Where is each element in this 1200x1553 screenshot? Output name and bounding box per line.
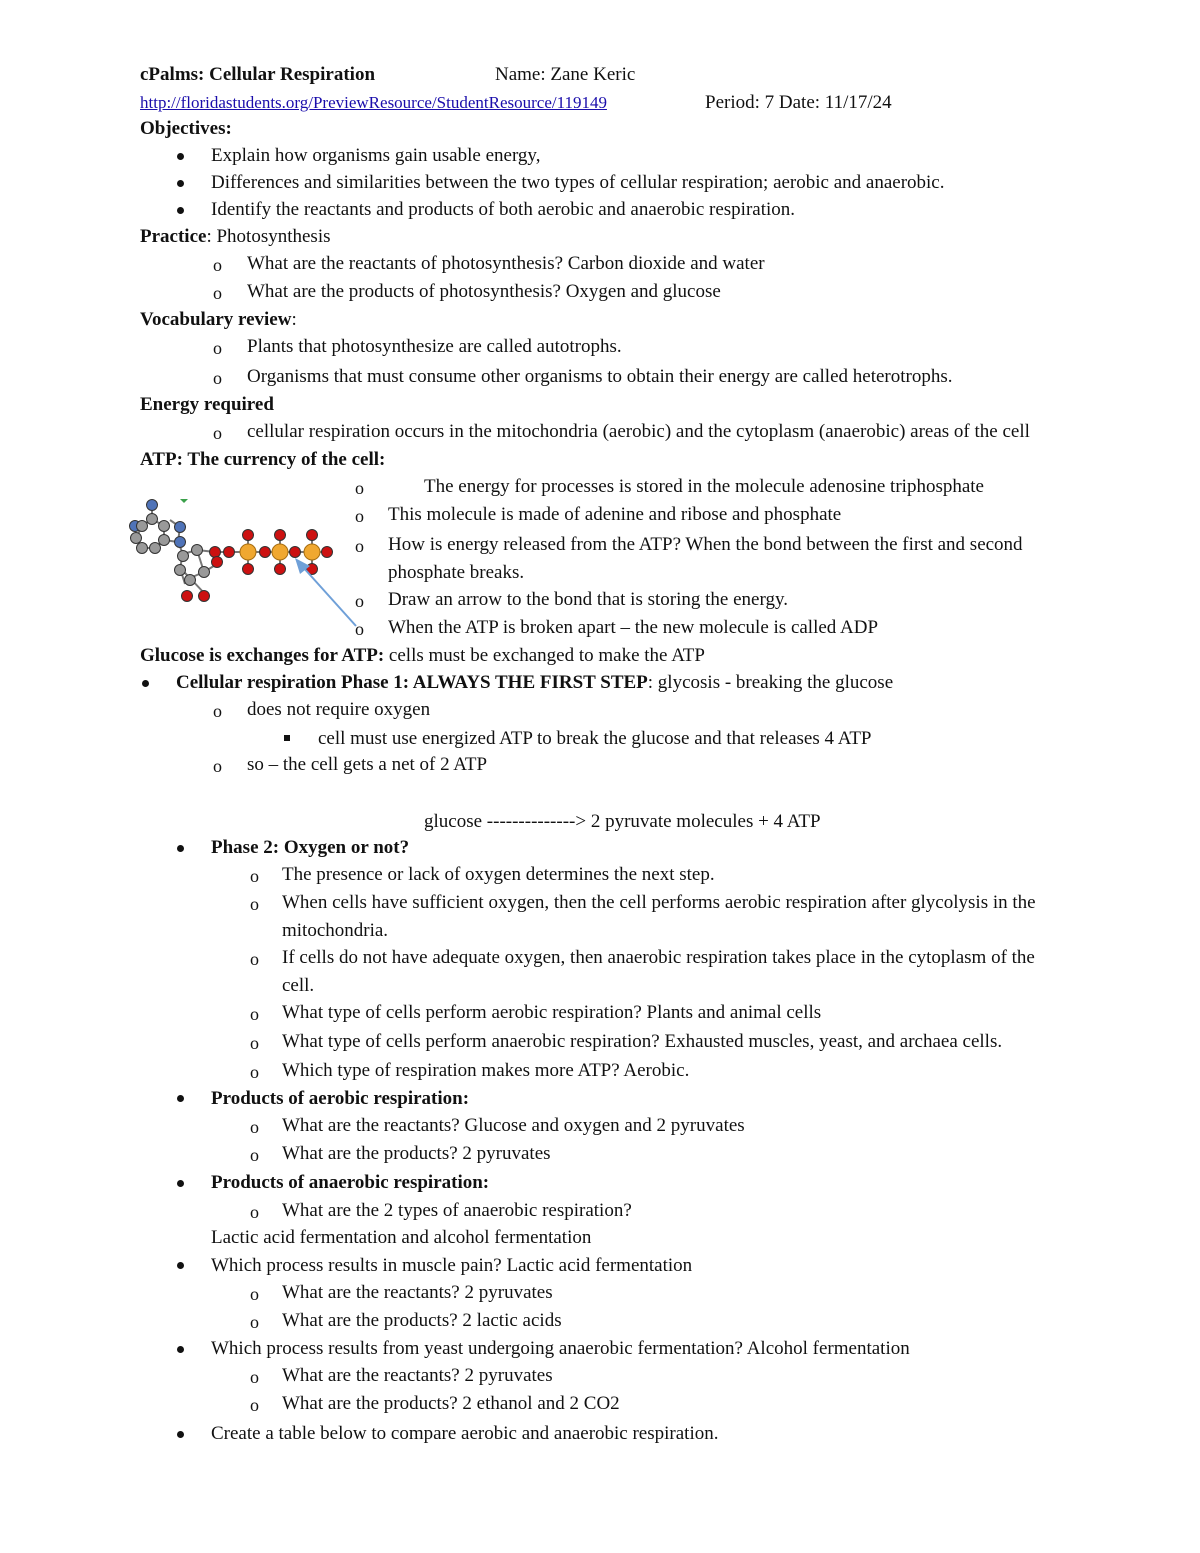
- atp-item: When the ATP is broken apart – the new molecule is called ADP: [388, 617, 879, 638]
- sub-bullet-icon: o: [250, 1004, 259, 1024]
- phase1-heading: Cellular respiration Phase 1: ALWAYS THE FIRST STEP: [176, 672, 648, 693]
- phase1-item: does not require oxygen: [247, 699, 431, 720]
- atp-item: The energy for processes is stored in the molecule adenosine triphosphate: [424, 476, 984, 497]
- lactic-question: Which process results in muscle pain? Lactic acid fermentation: [211, 1255, 693, 1276]
- student-name: Name: Zane Keric: [495, 64, 636, 85]
- vocab-item: Plants that photosynthesize are called autotrophs.: [247, 336, 622, 357]
- atp-heading: ATP: The currency of the cell:: [140, 449, 386, 470]
- phase2-item: What type of cells perform aerobic respiration? Plants and animal cells: [282, 1002, 822, 1023]
- aerobic-item: What are the reactants? Glucose and oxygen and 2 pyruvates: [282, 1115, 745, 1136]
- phase2-item-continued: mitochondria.: [282, 920, 389, 941]
- phase1-subitem: cell must use energized ATP to break the glucose and that releases 4 ATP: [318, 728, 872, 749]
- vocab-colon: :: [291, 309, 297, 330]
- bullet-icon: [177, 1431, 184, 1438]
- glycolysis-equation: glucose --------------> 2 pyruvate molecules + 4 ATP: [424, 811, 821, 832]
- vocab-line: [140, 308, 297, 332]
- vocab-heading: Vocabulary review: [140, 309, 292, 330]
- bullet-icon: [177, 1180, 184, 1187]
- sub-bullet-icon: o: [213, 283, 222, 303]
- phase1-line: [176, 671, 893, 695]
- bullet-icon: [177, 845, 184, 852]
- phase2-item: The presence or lack of oxygen determines the next step.: [282, 864, 715, 885]
- lactic-item: What are the products? 2 lactic acids: [282, 1310, 562, 1331]
- yeast-question: Which process results from yeast undergoing anaerobic fermentation? Alcohol fermentation: [211, 1338, 910, 1359]
- sub-bullet-icon: o: [250, 866, 259, 886]
- square-bullet-icon: [284, 735, 290, 741]
- sub-bullet-icon: o: [213, 756, 222, 776]
- energy-item: cellular respiration occurs in the mitochondria (aerobic) and the cytoplasm (anaerobic) areas of the cell: [247, 421, 1030, 442]
- practice-item: What are the reactants of photosynthesis? Carbon dioxide and water: [247, 253, 765, 274]
- phase2-heading: Phase 2: Oxygen or not?: [211, 837, 410, 858]
- practice-item: What are the products of photosynthesis? Oxygen and glucose: [247, 281, 721, 302]
- phase2-item: Which type of respiration makes more ATP? Aerobic.: [282, 1060, 690, 1081]
- yeast-item: What are the reactants? 2 pyruvates: [282, 1365, 553, 1386]
- sub-bullet-icon: o: [213, 701, 222, 721]
- atp-item-continued: phosphate breaks.: [388, 562, 525, 583]
- sub-bullet-icon: o: [213, 255, 222, 275]
- phase2-item: If cells do not have adequate oxygen, then anaerobic respiration takes place in the cytoplasm of the: [282, 947, 1035, 968]
- phase2-item: When cells have sufficient oxygen, then the cell performs aerobic respiration after glycolysis in the: [282, 892, 1036, 913]
- phase1-item: so – the cell gets a net of 2 ATP: [247, 754, 488, 775]
- practice-line: [140, 225, 331, 249]
- sub-bullet-icon: o: [250, 1312, 259, 1332]
- objectives-heading: Objectives:: [140, 118, 232, 139]
- sub-bullet-icon: o: [250, 1284, 259, 1304]
- period-date: Period: 7 Date: 11/17/24: [705, 92, 892, 113]
- objective-item: Differences and similarities between the two types of cellular respiration; aerobic and anaerobic.: [211, 172, 945, 193]
- resource-link[interactable]: http://floridastudents.org/PreviewResource/StudentResource/119149: [140, 93, 607, 112]
- phase2-item-continued: cell.: [282, 975, 315, 996]
- sub-bullet-icon: o: [250, 1367, 259, 1387]
- aerobic-item: What are the products? 2 pyruvates: [282, 1143, 551, 1164]
- bullet-icon: [177, 180, 184, 187]
- sub-bullet-icon: o: [250, 1033, 259, 1053]
- yeast-item: What are the products? 2 ethanol and 2 CO2: [282, 1393, 620, 1414]
- glucose-text: cells must be exchanged to make the ATP: [384, 645, 705, 666]
- vocab-item: Organisms that must consume other organisms to obtain their energy are called heterotrophs.: [247, 366, 953, 387]
- final-instruction: Create a table below to compare aerobic and anaerobic respiration.: [211, 1423, 719, 1444]
- bullet-icon: [177, 1095, 184, 1102]
- sub-bullet-icon: o: [355, 478, 364, 498]
- sub-bullet-icon: o: [355, 536, 364, 556]
- sub-bullet-icon: o: [250, 1202, 259, 1222]
- bullet-icon: [177, 1346, 184, 1353]
- bullet-icon: [142, 680, 149, 687]
- page-title: cPalms: Cellular Respiration: [140, 64, 376, 85]
- sub-bullet-icon: o: [250, 1395, 259, 1415]
- sub-bullet-icon: o: [213, 338, 222, 358]
- glucose-line: [140, 644, 705, 668]
- sub-bullet-icon: o: [355, 591, 364, 611]
- bullet-icon: [177, 1262, 184, 1269]
- objective-item: Explain how organisms gain usable energy,: [211, 145, 541, 166]
- atp-item: Draw an arrow to the bond that is storing the energy.: [388, 589, 788, 610]
- bullet-icon: [177, 153, 184, 160]
- sub-bullet-icon: o: [250, 1117, 259, 1137]
- sub-bullet-icon: o: [355, 619, 364, 639]
- sub-bullet-icon: o: [250, 949, 259, 969]
- lactic-item: What are the reactants? 2 pyruvates: [282, 1282, 553, 1303]
- phase1-text: : glycosis - breaking the glucose: [647, 672, 894, 693]
- objective-item: Identify the reactants and products of both aerobic and anaerobic respiration.: [211, 199, 796, 220]
- anaerobic-heading: Products of anaerobic respiration:: [211, 1172, 490, 1193]
- atp-item: How is energy released from the ATP? When the bond between the first and second: [388, 534, 1023, 555]
- sub-bullet-icon: o: [250, 1145, 259, 1165]
- sub-bullet-icon: o: [250, 894, 259, 914]
- glucose-heading: Glucose is exchanges for ATP:: [140, 645, 385, 666]
- bullet-icon: [177, 207, 184, 214]
- sub-bullet-icon: o: [213, 368, 222, 388]
- practice-heading: Practice: [140, 226, 207, 247]
- practice-topic: : Photosynthesis: [206, 226, 331, 247]
- sub-bullet-icon: o: [213, 423, 222, 443]
- phase2-item: What type of cells perform anaerobic respiration? Exhausted muscles, yeast, and archaea cells.: [282, 1031, 1003, 1052]
- energy-heading: Energy required: [140, 394, 274, 415]
- anaerobic-item: What are the 2 types of anaerobic respiration?: [282, 1200, 632, 1221]
- aerobic-heading: Products of aerobic respiration:: [211, 1088, 470, 1109]
- sub-bullet-icon: o: [355, 506, 364, 526]
- atp-item: This molecule is made of adenine and ribose and phosphate: [388, 504, 842, 525]
- sub-bullet-icon: o: [250, 1062, 259, 1082]
- anaerobic-answer: Lactic acid fermentation and alcohol fermentation: [211, 1227, 592, 1248]
